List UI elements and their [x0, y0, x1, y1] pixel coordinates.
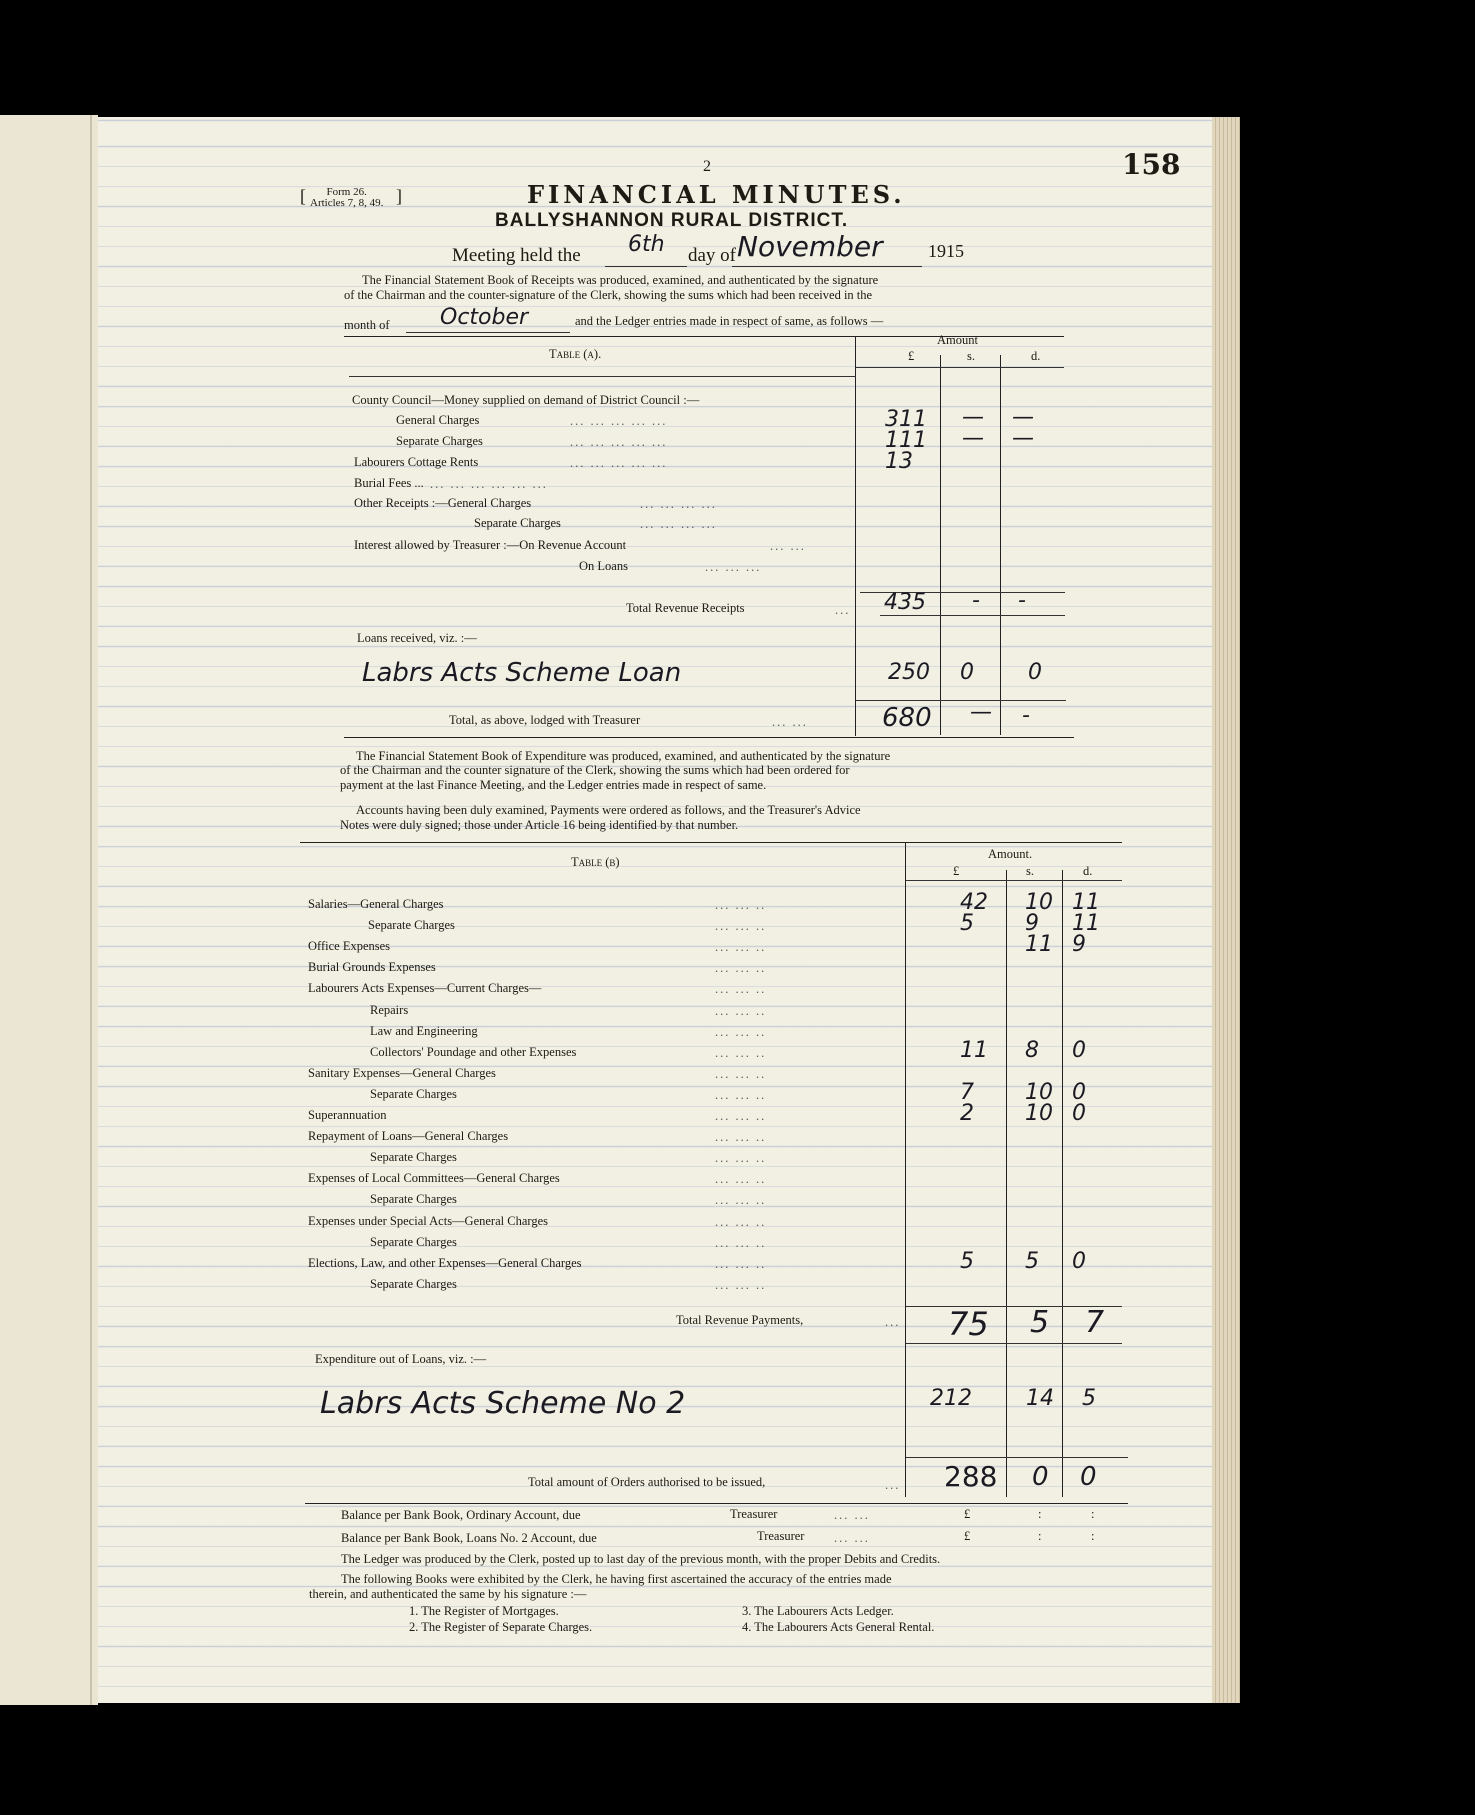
total-revenue-dots: ...: [835, 603, 851, 617]
lodged-dots: ... ...: [772, 715, 808, 729]
table-a-row-label: Separate Charges: [474, 516, 561, 530]
loan-entry-pounds: 250: [888, 660, 930, 685]
intro-b-line3: payment at the last Finance Meeting, and the Ledger entries made in respect of same.: [340, 778, 767, 792]
loan-expenditure-label: Expenditure out of Loans, viz. :—: [315, 1352, 487, 1366]
table-b-row-pounds: 2: [960, 1101, 974, 1126]
total-revenue-underline: [880, 615, 1065, 616]
meeting-year: 1915: [928, 241, 964, 261]
table-b-row-pounds: 7: [960, 1080, 974, 1105]
table-b-row-pounds: 42: [960, 890, 988, 915]
total-payments-pounds: 75: [948, 1305, 989, 1343]
table-b-row-dots: ... ... ..: [715, 1278, 767, 1292]
table-b-row-label: Burial Grounds Expenses: [308, 960, 436, 974]
table-a-row-label: Burial Fees ...: [354, 476, 424, 490]
table-b-row-label: Repairs: [370, 1003, 409, 1017]
table-a-row-dots: ... ... ... ...: [640, 497, 717, 511]
table-b-col-pence: d.: [1083, 864, 1093, 878]
loans-received-label: Loans received, viz. :—: [357, 631, 477, 645]
table-b-row-pence: 9: [1072, 932, 1086, 957]
book-item-4: 4. The Labourers Acts General Rental.: [742, 1620, 935, 1634]
table-a-row-label: Labourers Cottage Rents: [354, 455, 479, 469]
district-name: BALLYSHANNON RURAL DISTRICT.: [495, 210, 849, 231]
loan-expenditure-entry: Labrs Acts Scheme No 2: [320, 1386, 686, 1421]
table-a-row-shillings: —: [962, 405, 984, 430]
table-b-row-dots: ... ... ..: [715, 1004, 767, 1018]
table-b-row-pence: 0: [1072, 1080, 1086, 1105]
table-b-row-shillings: 5: [1025, 1249, 1039, 1274]
ledger-statement: The Ledger was produced by the Clerk, posted up to last day of the previous month, with the proper Debits and Credits.: [341, 1552, 941, 1566]
loan-entry-pence: 0: [1028, 660, 1042, 685]
table-b-row-pence: 0: [1072, 1038, 1086, 1063]
table-b-row-dots: ... ... ..: [715, 940, 767, 954]
table-a-row-dots: ... ...: [770, 539, 806, 553]
ledger-page: [98, 117, 1222, 1703]
balance-ordinary-colon1: :: [1038, 1507, 1042, 1521]
table-a-row-pence: —: [1012, 426, 1034, 451]
table-b-row-dots: ... ... ..: [715, 1067, 767, 1081]
lodged-pence: -: [1022, 703, 1030, 728]
month-suffix: and the Ledger entries made in respect of same, as follows —: [575, 314, 884, 328]
table-a-row-label: Other Receipts :—General Charges: [354, 496, 532, 510]
table-b-row-label: Separate Charges: [370, 1087, 457, 1101]
page-stamp-number: 158: [1122, 148, 1181, 181]
table-a-divider: [855, 336, 856, 736]
table-b-row-shillings: 8: [1025, 1038, 1039, 1063]
table-b-row-label: Superannuation: [308, 1108, 387, 1122]
table-b-row-label: Separate Charges: [370, 1277, 457, 1291]
intro-b-line5: Notes were duly signed; those under Article 16 being identified by that number.: [340, 818, 739, 832]
table-b-row-dots: ... ... ..: [715, 898, 767, 912]
table-b-row-shillings: 10: [1025, 1101, 1053, 1126]
intro-a-line2: of the Chairman and the counter-signature of the Clerk, showing the sums which had been received in the: [344, 288, 873, 302]
table-b-row-label: Separate Charges: [368, 918, 455, 932]
table-b-top-rule: [300, 842, 1122, 843]
table-b-row-label: Expenses under Special Acts—General Charges: [308, 1214, 548, 1228]
total-payments-dots: ...: [885, 1315, 901, 1329]
table-b-row-pounds: 5: [960, 911, 974, 936]
table-a-amount-rule: [856, 367, 1064, 368]
intro-a-line1: The Financial Statement Book of Receipts was produced, examined, and authenticated by the signature: [362, 273, 879, 287]
left-facing-page: [0, 115, 98, 1705]
table-b-row-label: Separate Charges: [370, 1150, 457, 1164]
meeting-mid: day of: [688, 245, 737, 266]
table-a-header-rule: [349, 376, 856, 377]
month-of-receipts: October: [440, 305, 529, 330]
table-b-row-dots: ... ... ..: [715, 982, 767, 996]
table-b-row-dots: ... ... ..: [715, 1109, 767, 1123]
total-revenue-shillings: -: [972, 588, 980, 613]
meeting-day: 6th: [628, 232, 665, 257]
table-a-row-pounds: 111: [885, 428, 927, 453]
page-edges: [1212, 117, 1240, 1703]
loan-expenditure-shillings: 14: [1026, 1386, 1054, 1411]
meeting-prefix: Meeting held the: [452, 245, 581, 266]
table-b-row-label: Collectors' Poundage and other Expenses: [370, 1045, 577, 1059]
month-underline: [732, 266, 922, 267]
balance-loans-pounds: £: [964, 1529, 971, 1543]
table-b-row-label: Salaries—General Charges: [308, 897, 444, 911]
form-number: Form 26.: [326, 186, 367, 198]
loan-entry-shillings: 0: [960, 660, 974, 685]
table-b-row-dots: ... ... ..: [715, 1172, 767, 1186]
page-number: 2: [703, 158, 711, 175]
table-b-divider: [905, 842, 906, 1497]
table-b-row-label: Labourers Acts Expenses—Current Charges—: [308, 981, 542, 995]
table-b-row-dots: ... ... ..: [715, 1257, 767, 1271]
table-a-row-dots: ... ... ... ... ... ...: [430, 477, 548, 491]
table-a-amount-header: Amount: [937, 333, 978, 347]
table-a-bottom-rule: [344, 737, 1074, 738]
table-b-amount-rule: [906, 880, 1122, 881]
table-b-row-dots: ... ... ..: [715, 1130, 767, 1144]
form-articles: Articles 7, 8, 49.: [310, 197, 384, 209]
balance-loans-dots: ... ...: [834, 1531, 870, 1545]
book-item-1: 1. The Register of Mortgages.: [409, 1604, 559, 1618]
balance-ordinary-label: Balance per Bank Book, Ordinary Account, due: [341, 1508, 581, 1522]
table-b-row-pounds: 11: [960, 1038, 988, 1063]
orders-rule: [906, 1457, 1128, 1458]
meeting-month: November: [737, 230, 883, 263]
table-b-col-d: [1062, 870, 1063, 1497]
books-statement-line1: The following Books were exhibited by the Clerk, he having first ascertained the accuracy of the entries made: [341, 1572, 892, 1586]
intro-b-line4: Accounts having been duly examined, Payments were ordered as follows, and the Treasurer's Advice: [356, 803, 861, 817]
total-payments-pence: 7: [1085, 1305, 1105, 1340]
lodged-label: Total, as above, lodged with Treasurer: [449, 713, 641, 727]
table-a-row-pounds: 13: [885, 449, 913, 474]
table-b-title: Table (b): [571, 855, 620, 869]
intro-b-line1: The Financial Statement Book of Expenditure was produced, examined, and authenticated by the signature: [356, 749, 891, 763]
table-b-bottom-rule: [305, 1503, 1128, 1504]
orders-pounds: 288: [944, 1460, 998, 1493]
table-b-row-dots: ... ... ..: [715, 1193, 767, 1207]
table-b-row-dots: ... ... ..: [715, 1236, 767, 1250]
table-b-row-pence: 0: [1072, 1101, 1086, 1126]
table-b-row-dots: ... ... ..: [715, 1025, 767, 1039]
book-item-2: 2. The Register of Separate Charges.: [409, 1620, 593, 1634]
table-b-row-label: Separate Charges: [370, 1192, 457, 1206]
table-b-row-label: Office Expenses: [308, 939, 391, 953]
day-underline: [605, 266, 687, 267]
balance-ordinary-colon2: :: [1091, 1507, 1095, 1521]
table-a-row-dots: ... ... ... ...: [640, 517, 717, 531]
table-b-row-label: Law and Engineering: [370, 1024, 478, 1038]
balance-loans-colon2: :: [1091, 1529, 1095, 1543]
table-a-title: Table (a).: [549, 347, 602, 361]
form-bracket-open: [: [300, 186, 306, 206]
table-a-row-pence: —: [1012, 405, 1034, 430]
balance-ordinary-dots: ... ...: [834, 1508, 870, 1522]
table-a-row-label: Interest allowed by Treasurer :—On Revenue Account: [354, 538, 627, 552]
form-bracket-close: ]: [396, 186, 402, 206]
table-b-row-dots: ... ... ..: [715, 919, 767, 933]
table-a-row-label: Separate Charges: [396, 434, 483, 448]
loan-expenditure-pounds: 212: [930, 1386, 972, 1411]
balance-loans-colon1: :: [1038, 1529, 1042, 1543]
document-title: FINANCIAL MINUTES.: [527, 180, 906, 209]
table-a-row-label: On Loans: [579, 559, 628, 573]
books-statement-line2: therein, and authenticated the same by his signature :—: [309, 1587, 587, 1601]
table-a-row-shillings: —: [962, 426, 984, 451]
table-b-row-dots: ... ... ..: [715, 1046, 767, 1060]
table-b-row-shillings: 10: [1025, 1080, 1053, 1105]
balance-loans-label: Balance per Bank Book, Loans No. 2 Account, due: [341, 1531, 597, 1545]
balance-ordinary-pounds: £: [964, 1507, 971, 1521]
book-item-3: 3. The Labourers Acts Ledger.: [742, 1604, 894, 1618]
total-payments-underline: [906, 1343, 1122, 1344]
orders-dots: ...: [885, 1478, 901, 1492]
month-prefix: month of: [344, 318, 390, 332]
total-revenue-pence: -: [1018, 588, 1026, 613]
balance-ordinary-party: Treasurer: [730, 1507, 778, 1521]
table-b-row-dots: ... ... ..: [715, 961, 767, 975]
lodged-rule: [856, 700, 1066, 701]
table-b-row-label: Expenses of Local Committees—General Charges: [308, 1171, 560, 1185]
table-b-row-label: Repayment of Loans—General Charges: [308, 1129, 509, 1143]
table-b-row-pence: 11: [1072, 890, 1100, 915]
table-b-col-pounds: £: [953, 864, 960, 878]
intro-b-line2: of the Chairman and the counter signature of the Clerk, showing the sums which had been ordered for: [340, 763, 850, 777]
table-b-row-pence: 11: [1072, 911, 1100, 936]
lodged-shillings: —: [970, 700, 992, 725]
total-revenue-pounds: 435: [884, 590, 926, 615]
table-a-col-d: [1000, 355, 1001, 735]
table-a-row-pounds: 311: [885, 407, 927, 432]
table-a-row-dots: ... ... ...: [705, 560, 762, 574]
month-underline-a: [406, 332, 570, 333]
loan-entry-label: Labrs Acts Scheme Loan: [362, 658, 682, 688]
balance-loans-party: Treasurer: [757, 1529, 805, 1543]
table-b-row-shillings: 11: [1025, 932, 1053, 957]
table-a-row-dots: ... ... ... ... ...: [570, 456, 668, 470]
table-b-row-dots: ... ... ..: [715, 1088, 767, 1102]
total-payments-label: Total Revenue Payments,: [676, 1313, 804, 1327]
table-b-row-shillings: 10: [1025, 890, 1053, 915]
table-a-row-dots: ... ... ... ... ...: [570, 414, 668, 428]
table-a-row-dots: ... ... ... ... ...: [570, 435, 668, 449]
table-a-col-shillings: s.: [967, 349, 975, 363]
table-b-row-label: Sanitary Expenses—General Charges: [308, 1066, 496, 1080]
total-revenue-label: Total Revenue Receipts: [626, 601, 745, 615]
table-b-amount-header: Amount.: [988, 847, 1033, 861]
table-b-row-dots: ... ... ..: [715, 1215, 767, 1229]
table-a-col-pounds: £: [908, 349, 915, 363]
orders-label: Total amount of Orders authorised to be issued,: [528, 1475, 766, 1489]
table-a-col-s: [940, 355, 941, 735]
table-b-col-shillings: s.: [1026, 864, 1034, 878]
table-b-row-label: Elections, Law, and other Expenses—General Charges: [308, 1256, 582, 1270]
lodged-pounds: 680: [882, 703, 932, 733]
table-b-row-label: Separate Charges: [370, 1235, 457, 1249]
total-payments-shillings: 5: [1030, 1305, 1050, 1340]
form-reference: [310, 187, 383, 209]
table-a-row-label: General Charges: [396, 413, 480, 427]
loan-expenditure-pence: 5: [1082, 1386, 1096, 1411]
table-b-row-shillings: 9: [1025, 911, 1039, 936]
orders-pence: 0: [1080, 1462, 1097, 1492]
table-b-row-pence: 0: [1072, 1249, 1086, 1274]
table-a-col-pence: d.: [1031, 349, 1041, 363]
table-b-row-pounds: 5: [960, 1249, 974, 1274]
table-a-section-heading: County Council—Money supplied on demand of District Council :—: [352, 393, 700, 407]
table-b-col-s: [1006, 870, 1007, 1497]
orders-shillings: 0: [1032, 1462, 1049, 1492]
table-b-row-dots: ... ... ..: [715, 1151, 767, 1165]
